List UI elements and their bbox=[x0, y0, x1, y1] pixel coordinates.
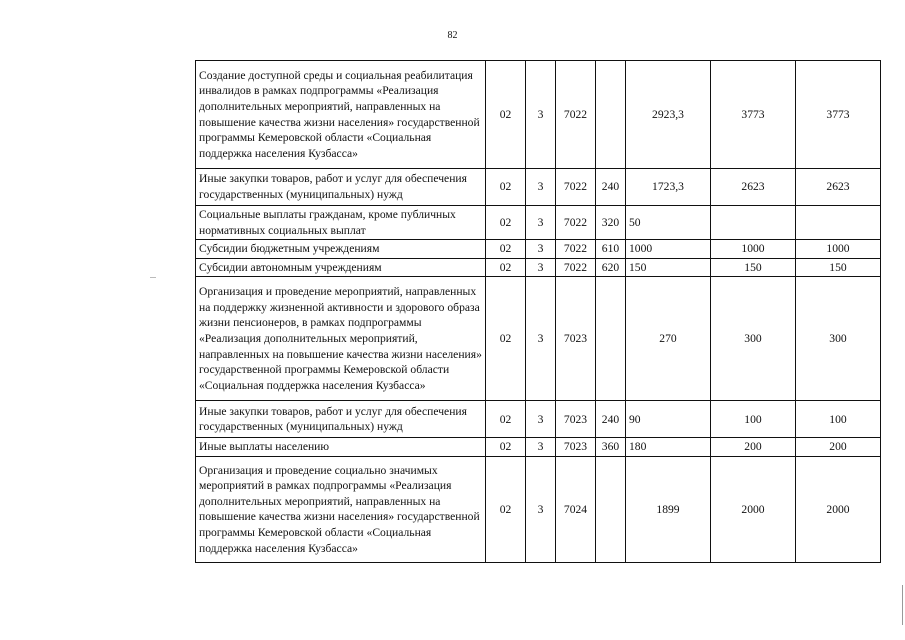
target-article-code: 7022 bbox=[556, 206, 596, 240]
table-row bbox=[196, 258, 881, 277]
amount-year-3: 100 bbox=[796, 401, 881, 438]
subprogram-code: 3 bbox=[526, 258, 556, 277]
expense-type-code: 360 bbox=[596, 438, 626, 457]
expense-type-code: 610 bbox=[596, 240, 626, 259]
section-code: 02 bbox=[486, 258, 526, 277]
amount-year-2: 300 bbox=[711, 277, 796, 401]
target-article-code: 7022 bbox=[556, 169, 596, 206]
amount-year-1: 270 bbox=[626, 277, 711, 401]
row-description: Субсидии автономным учреждениям bbox=[196, 258, 486, 277]
row-description: Организация и проведение социально значимых мероприятий в рамках подпрограммы «Реализация дополнительных мероприятий, направленных на повышение качества жизни населения» государственной программы Кемеровской области «Социальная поддержка населения Кузбасса» bbox=[196, 456, 486, 562]
amount-year-3: 150 bbox=[796, 258, 881, 277]
table-row bbox=[196, 240, 881, 259]
expense-type-code bbox=[596, 277, 626, 401]
amount-year-3: 300 bbox=[796, 277, 881, 401]
expense-type-code: 240 bbox=[596, 169, 626, 206]
section-code: 02 bbox=[486, 277, 526, 401]
expense-type-code: 320 bbox=[596, 206, 626, 240]
target-article-code: 7022 bbox=[556, 258, 596, 277]
row-description: Социальные выплаты гражданам, кроме публичных нормативных социальных выплат bbox=[196, 206, 486, 240]
scan-edge-line bbox=[902, 585, 903, 625]
amount-year-2: 2000 bbox=[711, 456, 796, 562]
subprogram-code: 3 bbox=[526, 456, 556, 562]
subprogram-code: 3 bbox=[526, 438, 556, 457]
row-description: Организация и проведение мероприятий, направленных на поддержку жизненной активности и здорового образа жизни пенсионеров, в рамках подпрограммы «Реализация дополнительных мероприятий, направленных на повышение качества жизни населения» государственной программы Кемеровской области «Социальная поддержка населения Кузбасса» bbox=[196, 277, 486, 401]
section-code: 02 bbox=[486, 438, 526, 457]
table-row bbox=[196, 277, 881, 401]
expense-type-code: 620 bbox=[596, 258, 626, 277]
amount-year-2: 3773 bbox=[711, 61, 796, 169]
amount-year-1: 2923,3 bbox=[626, 61, 711, 169]
table-row bbox=[196, 169, 881, 206]
expense-type-code: 240 bbox=[596, 401, 626, 438]
section-code: 02 bbox=[486, 240, 526, 259]
budget-table-body bbox=[196, 61, 881, 563]
table-row bbox=[196, 401, 881, 438]
amount-year-1: 180 bbox=[626, 438, 711, 457]
subprogram-code: 3 bbox=[526, 169, 556, 206]
target-article-code: 7023 bbox=[556, 438, 596, 457]
amount-year-2 bbox=[711, 206, 796, 240]
section-code: 02 bbox=[486, 401, 526, 438]
target-article-code: 7022 bbox=[556, 61, 596, 169]
amount-year-3: 2623 bbox=[796, 169, 881, 206]
target-article-code: 7022 bbox=[556, 240, 596, 259]
table-row bbox=[196, 61, 881, 169]
amount-year-3: 1000 bbox=[796, 240, 881, 259]
table-row bbox=[196, 438, 881, 457]
scan-speck bbox=[150, 277, 156, 278]
row-description: Создание доступной среды и социальная реабилитация инвалидов в рамках подпрограммы «Реализация дополнительных мероприятий, направленных на повышение качества жизни населения» государственной программы Кемеровской области «Социальная поддержка населения Кузбасса» bbox=[196, 61, 486, 169]
subprogram-code: 3 bbox=[526, 277, 556, 401]
budget-table-container bbox=[195, 60, 880, 563]
target-article-code: 7023 bbox=[556, 277, 596, 401]
amount-year-2: 1000 bbox=[711, 240, 796, 259]
amount-year-2: 2623 bbox=[711, 169, 796, 206]
amount-year-1: 1723,3 bbox=[626, 169, 711, 206]
amount-year-3 bbox=[796, 206, 881, 240]
amount-year-1: 1000 bbox=[626, 240, 711, 259]
row-description: Субсидии бюджетным учреждениям bbox=[196, 240, 486, 259]
subprogram-code: 3 bbox=[526, 61, 556, 169]
subprogram-code: 3 bbox=[526, 240, 556, 259]
table-row bbox=[196, 456, 881, 562]
subprogram-code: 3 bbox=[526, 206, 556, 240]
page-number: 82 bbox=[447, 30, 458, 41]
amount-year-1: 150 bbox=[626, 258, 711, 277]
target-article-code: 7024 bbox=[556, 456, 596, 562]
section-code: 02 bbox=[486, 61, 526, 169]
amount-year-3: 2000 bbox=[796, 456, 881, 562]
section-code: 02 bbox=[486, 456, 526, 562]
amount-year-3: 3773 bbox=[796, 61, 881, 169]
section-code: 02 bbox=[486, 169, 526, 206]
target-article-code: 7023 bbox=[556, 401, 596, 438]
row-description: Иные закупки товаров, работ и услуг для обеспечения государственных (муниципальных) нужд bbox=[196, 401, 486, 438]
expense-type-code bbox=[596, 61, 626, 169]
row-description: Иные выплаты населению bbox=[196, 438, 486, 457]
amount-year-1: 90 bbox=[626, 401, 711, 438]
amount-year-3: 200 bbox=[796, 438, 881, 457]
amount-year-1: 50 bbox=[626, 206, 711, 240]
section-code: 02 bbox=[486, 206, 526, 240]
amount-year-2: 200 bbox=[711, 438, 796, 457]
amount-year-1: 1899 bbox=[626, 456, 711, 562]
row-description: Иные закупки товаров, работ и услуг для обеспечения государственных (муниципальных) нужд bbox=[196, 169, 486, 206]
expense-type-code bbox=[596, 456, 626, 562]
amount-year-2: 100 bbox=[711, 401, 796, 438]
budget-table bbox=[195, 60, 881, 563]
amount-year-2: 150 bbox=[711, 258, 796, 277]
table-row bbox=[196, 206, 881, 240]
subprogram-code: 3 bbox=[526, 401, 556, 438]
